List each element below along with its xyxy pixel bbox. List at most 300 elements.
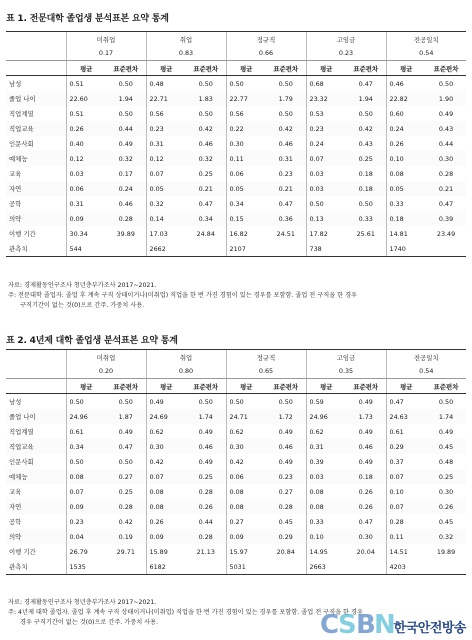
sd-cell: 0.18 xyxy=(346,469,386,484)
mean-cell: 24.69 xyxy=(146,409,186,424)
mean-cell: 0.50 xyxy=(226,76,266,92)
sd-cell: 0.24 xyxy=(106,181,146,196)
sub-header-mean: 평균 xyxy=(386,61,426,76)
table-row xyxy=(6,454,466,469)
table-row xyxy=(6,76,466,92)
group-label: 취업 xyxy=(146,350,226,365)
mean-cell: 0.03 xyxy=(66,166,106,181)
row-label: 직업교육 xyxy=(6,439,66,454)
sd-cell: 24.51 xyxy=(276,229,295,238)
mean-cell: 0.34 xyxy=(226,196,266,211)
mean-cell: 0.42 xyxy=(226,454,266,469)
sd-cell: 0.33 xyxy=(346,211,386,226)
table-row xyxy=(6,151,466,166)
mean-cell: 0.12 xyxy=(66,151,106,166)
mean-cell: 0.09 xyxy=(146,529,186,544)
table1-note-main: 주: 전문대학 졸업자. 졸업 후 계속 구직 상태이거나(미취업) 직업을 한 번 가진 경험이 있는 경우를 포함함. 졸업 전 구직을 한 경우 xyxy=(8,292,358,299)
sd-cell: 1.90 xyxy=(426,91,466,106)
sd-cell: 0.49 xyxy=(358,427,373,436)
row-label: 이행 기간 xyxy=(9,548,36,556)
table-row xyxy=(6,91,466,106)
mean-cell: 22.71 xyxy=(146,91,186,106)
mean-cell: 0.08 xyxy=(146,499,186,514)
mean-cell: 24.71 xyxy=(226,409,266,424)
sd-cell: 0.49 xyxy=(278,427,293,436)
observations-label: 관측치 xyxy=(6,241,66,257)
sd-cell: 0.21 xyxy=(266,181,306,196)
mean-cell: 30.34 xyxy=(66,226,106,241)
mean-cell: 16.82 xyxy=(226,226,266,241)
mean-cell: 0.50 xyxy=(226,394,266,410)
table2-note-cont: 경우 구직기간이 없는 것(0)으로 간주. 가중치 사용. xyxy=(20,619,159,626)
sd-cell: 0.23 xyxy=(266,469,306,484)
row-label: 예체능 xyxy=(6,151,66,166)
table2 xyxy=(6,349,466,575)
corner-cell xyxy=(6,364,66,379)
row-label: 인문사회 xyxy=(9,458,34,466)
observations-value: 4203 xyxy=(386,559,426,575)
mean-cell: 0.56 xyxy=(226,106,266,121)
mean-cell: 0.09 xyxy=(226,529,266,544)
sd-cell: 0.44 xyxy=(106,121,146,136)
sd-cell: 0.50 xyxy=(198,79,213,88)
sd-cell: 0.28 xyxy=(106,211,146,226)
svg-text:B: B xyxy=(356,610,376,638)
mean-cell: 0.03 xyxy=(306,166,346,181)
row-label: 직업교육 xyxy=(6,121,66,136)
mean-cell: 0.23 xyxy=(146,121,186,136)
sd-cell: 0.27 xyxy=(278,487,293,496)
sd-cell: 0.49 xyxy=(118,139,133,148)
sub-header-mean: 평균 xyxy=(226,379,266,394)
observations-label: 관측치 xyxy=(6,559,66,575)
table-row xyxy=(6,394,466,410)
row-label: 공학 xyxy=(9,518,22,526)
sd-cell: 0.26 xyxy=(346,499,386,514)
sd-cell: 0.50 xyxy=(118,109,133,118)
sd-cell: 1.72 xyxy=(266,409,306,424)
mean-cell: 26.79 xyxy=(66,544,106,559)
sd-cell: 0.25 xyxy=(426,469,466,484)
sub-header-mean: 평균 xyxy=(226,61,266,76)
table-row xyxy=(6,439,466,454)
sd-cell: 0.19 xyxy=(106,529,146,544)
table-row xyxy=(6,136,466,151)
corner-cell xyxy=(6,350,66,365)
sd-cell: 0.46 xyxy=(346,439,386,454)
table-row xyxy=(6,499,466,514)
sd-cell: 0.39 xyxy=(426,211,466,226)
corner-cell xyxy=(6,379,66,394)
mean-cell: 0.29 xyxy=(386,439,426,454)
observations-blank xyxy=(266,241,306,257)
table1-note-cont: 구직기간이 없는 것(0)으로 간주. 가중치 사용. xyxy=(20,302,145,309)
sd-cell: 0.47 xyxy=(438,199,454,208)
watermark-text: 한국안전방송 xyxy=(393,621,466,636)
sd-cell: 0.28 xyxy=(106,499,146,514)
mean-cell: 0.62 xyxy=(306,424,346,439)
row-label: 남성 xyxy=(9,398,22,406)
sd-cell: 1.79 xyxy=(266,91,306,106)
mean-cell: 0.31 xyxy=(146,136,186,151)
sd-cell: 0.30 xyxy=(346,529,386,544)
observations-blank xyxy=(346,241,386,257)
table1-note-source: 자료: 경제활동인구조사 청년층부가조사 2017~2021. xyxy=(8,282,157,289)
sd-cell: 0.42 xyxy=(266,121,306,136)
mean-cell: 0.31 xyxy=(306,439,346,454)
sd-cell: 0.47 xyxy=(198,199,213,208)
sub-header-row xyxy=(6,379,466,394)
sd-cell: 0.47 xyxy=(358,517,373,526)
sub-header-row xyxy=(6,61,466,76)
mean-cell: 0.12 xyxy=(146,151,186,166)
mean-cell: 0.24 xyxy=(306,136,346,151)
csbn-logo-mark xyxy=(320,610,396,638)
sd-cell: 0.36 xyxy=(266,211,306,226)
group-header-row xyxy=(6,32,466,47)
mean-cell: 0.07 xyxy=(386,469,426,484)
mean-cell: 0.08 xyxy=(66,469,106,484)
mean-cell: 0.46 xyxy=(386,76,426,92)
group-label: 미취업 xyxy=(66,350,146,365)
sub-header-mean: 평균 xyxy=(66,379,106,394)
table-row xyxy=(6,196,466,211)
sd-cell: 39.89 xyxy=(116,229,135,238)
mean-cell: 23.32 xyxy=(306,91,346,106)
sd-cell: 0.50 xyxy=(278,109,293,118)
mean-cell: 0.09 xyxy=(66,499,106,514)
group-header-row xyxy=(6,350,466,365)
sd-cell: 0.49 xyxy=(438,427,454,436)
mean-cell: 0.22 xyxy=(226,121,266,136)
mean-cell: 0.33 xyxy=(306,514,346,529)
group-label: 고임금 xyxy=(306,32,386,47)
sd-cell: 0.50 xyxy=(438,397,454,406)
sd-cell: 1.94 xyxy=(106,91,146,106)
group-share: 0.80 xyxy=(146,364,226,379)
sd-cell: 0.18 xyxy=(358,169,373,178)
mean-cell: 0.40 xyxy=(66,136,106,151)
observations-value: 5031 xyxy=(226,559,266,575)
mean-cell: 0.30 xyxy=(226,136,266,151)
observations-value: 2663 xyxy=(306,559,346,575)
mean-cell: 0.23 xyxy=(66,514,106,529)
sd-cell: 0.45 xyxy=(426,439,466,454)
mean-cell: 14.51 xyxy=(386,544,426,559)
row-label: 직업계열 xyxy=(9,110,34,118)
sd-cell: 1.83 xyxy=(186,91,226,106)
table-row xyxy=(6,166,466,181)
sub-header-sd: 표준편차 xyxy=(106,379,146,394)
table-row xyxy=(6,529,466,544)
sd-cell: 0.25 xyxy=(186,469,226,484)
row-label: 인문사회 xyxy=(9,140,34,148)
observations-value: 2662 xyxy=(146,241,186,257)
sd-cell: 0.49 xyxy=(118,427,133,436)
mean-cell: 0.15 xyxy=(226,211,266,226)
sub-header-sd: 표준편차 xyxy=(346,61,386,76)
mean-cell: 0.05 xyxy=(386,181,426,196)
observations-row xyxy=(6,559,466,575)
sd-cell: 0.49 xyxy=(198,427,213,436)
sd-cell: 0.49 xyxy=(198,457,213,466)
table-row xyxy=(6,106,466,121)
group-share: 0.66 xyxy=(226,46,306,61)
observations-blank xyxy=(186,241,226,257)
sd-cell: 0.25 xyxy=(198,169,213,178)
observations-value: 1740 xyxy=(386,241,426,257)
mean-cell: 0.05 xyxy=(146,181,186,196)
mean-cell: 0.11 xyxy=(226,151,266,166)
group-share: 0.65 xyxy=(226,364,306,379)
sd-cell: 1.74 xyxy=(426,409,466,424)
sd-cell: 0.23 xyxy=(278,169,293,178)
group-share: 0.54 xyxy=(386,46,466,61)
mean-cell: 24.96 xyxy=(306,409,346,424)
group-label: 정규직 xyxy=(226,32,306,47)
sub-header-sd: 표준편차 xyxy=(266,61,306,76)
svg-text:C: C xyxy=(320,610,340,638)
table1 xyxy=(6,31,466,257)
observations-blank xyxy=(426,241,466,257)
mean-cell: 0.10 xyxy=(386,151,426,166)
mean-cell: 0.08 xyxy=(306,499,346,514)
sub-header-mean: 평균 xyxy=(306,379,346,394)
sd-cell: 0.26 xyxy=(186,499,226,514)
sd-cell: 0.47 xyxy=(278,199,293,208)
mean-cell: 0.47 xyxy=(386,394,426,410)
row-label: 졸업 나이 xyxy=(6,409,66,424)
sd-cell: 0.49 xyxy=(358,397,373,406)
sd-cell: 21.13 xyxy=(196,547,215,556)
mean-cell: 0.26 xyxy=(386,136,426,151)
mean-cell: 22.82 xyxy=(386,91,426,106)
sd-cell: 0.25 xyxy=(118,487,133,496)
mean-cell: 0.51 xyxy=(66,76,106,92)
sd-cell: 25.61 xyxy=(356,229,375,238)
sub-header-sd: 표준편차 xyxy=(426,379,466,394)
row-label: 의약 xyxy=(6,529,66,544)
sd-cell: 0.50 xyxy=(118,457,133,466)
sd-cell: 0.26 xyxy=(358,487,373,496)
mean-cell: 0.11 xyxy=(386,529,426,544)
row-label: 교육 xyxy=(9,488,22,496)
sd-cell: 0.46 xyxy=(198,139,213,148)
observations-blank xyxy=(106,559,146,575)
corner-cell xyxy=(6,32,66,47)
sub-header-mean: 평균 xyxy=(66,61,106,76)
mean-cell: 15.89 xyxy=(146,544,186,559)
corner-cell xyxy=(6,46,66,61)
mean-cell: 24.63 xyxy=(386,409,426,424)
row-label: 공학 xyxy=(9,200,22,208)
mean-cell: 14.95 xyxy=(306,544,346,559)
mean-cell: 0.04 xyxy=(66,529,106,544)
sd-cell: 0.50 xyxy=(118,397,133,406)
mean-cell: 0.08 xyxy=(146,484,186,499)
sd-cell: 0.45 xyxy=(438,517,454,526)
observations-value: 6182 xyxy=(146,559,186,575)
table-row xyxy=(6,424,466,439)
row-label: 자연 xyxy=(6,181,66,196)
mean-cell: 0.06 xyxy=(66,181,106,196)
group-label: 고임금 xyxy=(306,350,386,365)
mean-cell: 0.03 xyxy=(306,181,346,196)
table-row xyxy=(6,211,466,226)
row-label: 의약 xyxy=(6,211,66,226)
group-label: 미취업 xyxy=(66,32,146,47)
sd-cell: 0.48 xyxy=(438,457,454,466)
sd-cell: 1.74 xyxy=(186,409,226,424)
sd-cell: 0.49 xyxy=(278,457,293,466)
mean-cell: 17.82 xyxy=(306,226,346,241)
sd-cell: 0.49 xyxy=(438,109,454,118)
sd-cell: 0.27 xyxy=(106,469,146,484)
table1-title: 표 1. 전문대학 졸업생 분석표본 요약 통계 xyxy=(6,14,169,24)
observations-row xyxy=(6,241,466,257)
group-share: 0.23 xyxy=(306,46,386,61)
sd-cell: 0.25 xyxy=(346,151,386,166)
table-row xyxy=(6,469,466,484)
sd-cell: 0.50 xyxy=(198,397,213,406)
sub-header-mean: 평균 xyxy=(306,61,346,76)
group-label: 전공일치 xyxy=(386,350,466,365)
mean-cell: 0.07 xyxy=(146,469,186,484)
sd-cell: 1.94 xyxy=(346,91,386,106)
group-label: 취업 xyxy=(146,32,226,47)
mean-cell: 0.30 xyxy=(226,439,266,454)
sd-cell: 1.73 xyxy=(346,409,386,424)
mean-cell: 17.03 xyxy=(146,226,186,241)
table-row xyxy=(6,121,466,136)
mean-cell: 0.06 xyxy=(226,166,266,181)
mean-cell: 0.10 xyxy=(386,484,426,499)
mean-cell: 0.07 xyxy=(386,499,426,514)
sd-cell: 0.46 xyxy=(266,439,306,454)
observations-blank xyxy=(106,241,146,257)
sd-cell: 0.42 xyxy=(186,121,226,136)
sd-cell: 0.30 xyxy=(438,487,454,496)
mean-cell: 0.48 xyxy=(146,76,186,92)
table-row xyxy=(6,544,466,559)
mean-cell: 0.53 xyxy=(306,106,346,121)
table1-notes xyxy=(8,281,463,311)
table2-note-source: 자료: 경제활동인구조사 청년층부가조사 2017~2021. xyxy=(8,599,157,606)
mean-cell: 0.03 xyxy=(306,469,346,484)
row-label: 남성 xyxy=(9,80,22,88)
mean-cell: 0.18 xyxy=(386,211,426,226)
sub-header-sd: 표준편차 xyxy=(346,379,386,394)
sd-cell: 0.30 xyxy=(426,151,466,166)
sd-cell: 19.89 xyxy=(436,547,456,556)
mean-cell: 0.28 xyxy=(386,514,426,529)
sd-cell: 0.50 xyxy=(118,79,133,88)
mean-cell: 0.59 xyxy=(306,394,346,410)
sd-cell: 0.50 xyxy=(278,79,293,88)
mean-cell: 0.09 xyxy=(66,211,106,226)
observations-blank xyxy=(346,559,386,575)
sub-header-mean: 평균 xyxy=(146,61,186,76)
mean-cell: 0.24 xyxy=(386,121,426,136)
mean-cell: 14.81 xyxy=(386,226,426,241)
observations-value: 544 xyxy=(66,241,106,257)
mean-cell: 0.08 xyxy=(306,484,346,499)
table-row xyxy=(6,181,466,196)
sd-cell: 0.32 xyxy=(186,151,226,166)
sub-header-sd: 표준편차 xyxy=(266,379,306,394)
mean-cell: 0.23 xyxy=(306,121,346,136)
sd-cell: 0.50 xyxy=(438,79,454,88)
svg-text:S: S xyxy=(338,610,357,638)
mean-cell: 0.05 xyxy=(226,181,266,196)
sub-header-sd: 표준편차 xyxy=(186,61,226,76)
sd-cell: 0.46 xyxy=(118,199,133,208)
mean-cell: 0.56 xyxy=(146,106,186,121)
mean-cell: 0.07 xyxy=(66,484,106,499)
sd-cell: 0.17 xyxy=(118,169,133,178)
mean-cell: 0.08 xyxy=(226,484,266,499)
sd-cell: 29.71 xyxy=(116,547,135,556)
mean-cell: 0.30 xyxy=(146,439,186,454)
mean-cell: 0.06 xyxy=(226,469,266,484)
sd-cell: 0.28 xyxy=(186,529,226,544)
sub-header-mean: 평균 xyxy=(386,379,426,394)
mean-cell: 0.62 xyxy=(226,424,266,439)
group-share: 0.54 xyxy=(386,364,466,379)
observations-blank xyxy=(186,559,226,575)
mean-cell: 0.51 xyxy=(66,106,106,121)
group-share-row xyxy=(6,364,466,379)
sd-cell: 0.43 xyxy=(426,121,466,136)
sd-cell: 0.28 xyxy=(198,487,213,496)
sd-cell: 0.32 xyxy=(106,151,146,166)
mean-cell: 0.27 xyxy=(226,514,266,529)
row-label: 예체능 xyxy=(6,469,66,484)
sub-header-mean: 평균 xyxy=(146,379,186,394)
row-label: 졸업 나이 xyxy=(6,91,66,106)
mean-cell: 0.61 xyxy=(386,424,426,439)
sd-cell: 0.50 xyxy=(358,109,373,118)
sub-header-sd: 표준편차 xyxy=(426,61,466,76)
mean-cell: 0.39 xyxy=(306,454,346,469)
mean-cell: 0.14 xyxy=(146,211,186,226)
sd-cell: 0.26 xyxy=(426,499,466,514)
mean-cell: 15.97 xyxy=(226,544,266,559)
mean-cell: 0.60 xyxy=(386,106,426,121)
sd-cell: 0.47 xyxy=(358,79,373,88)
mean-cell: 0.34 xyxy=(66,439,106,454)
sd-cell: 0.42 xyxy=(346,121,386,136)
sd-cell: 0.43 xyxy=(358,139,373,148)
mean-cell: 0.13 xyxy=(306,211,346,226)
mean-cell: 0.07 xyxy=(146,166,186,181)
mean-cell: 0.08 xyxy=(226,499,266,514)
mean-cell: 0.26 xyxy=(146,514,186,529)
mean-cell: 0.07 xyxy=(306,151,346,166)
sd-cell: 0.44 xyxy=(198,517,213,526)
sd-cell: 0.28 xyxy=(438,169,454,178)
mean-cell: 0.68 xyxy=(306,76,346,92)
row-label: 이행 기간 xyxy=(9,230,36,238)
mean-cell: 22.77 xyxy=(226,91,266,106)
sd-cell: 0.50 xyxy=(198,109,213,118)
observations-value: 2107 xyxy=(226,241,266,257)
sd-cell: 0.29 xyxy=(266,529,306,544)
sd-cell: 20.84 xyxy=(276,547,295,556)
group-share: 0.35 xyxy=(306,364,386,379)
sd-cell: 20.04 xyxy=(356,547,375,556)
sd-cell: 0.50 xyxy=(278,397,293,406)
